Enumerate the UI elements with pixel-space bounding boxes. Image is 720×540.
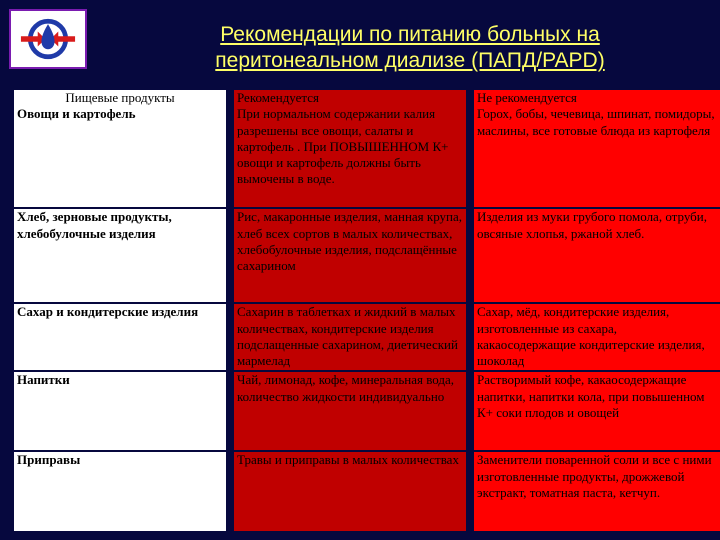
recommended-cell: Рис, макаронные изделия, манная крупа, хлеб всех сортов в малых количествах, хлебобулочные изделия, подслащённые сахарином [230,208,470,303]
table-row [14,106,720,208]
table-row [14,303,720,371]
not-recommended-cell: Сахар, мёд, кондитерские изделия, изготовленные из сахара, какаосодержащие кондитерские изделия, шоколад [470,303,720,371]
table-row [14,451,720,531]
recommended-cell: При нормальном содержании калия разрешены все овощи, салаты и картофель . При ПОВЫШЕННОМ К+ овощи и картофель должны быть вымочены в воде. [230,106,470,208]
header-products: Пищевые продукты [14,90,230,106]
product-cell: Хлеб, зерновые продукты, хлебобулочные изделия [14,208,230,303]
recommended-cell: Чай, лимонад, кофе, минеральная вода, количество жидкости индивидуально [230,371,470,451]
page-title: Рекомендации по питанию больных на перитонеальном диализе (ПАПД/PAPD) [215,23,605,72]
header-not-recommended: Не рекомендуется [470,90,720,106]
recommended-cell: Сахарин в таблетках и жидкий в малых количествах, кондитерские изделия подслащенные сахарином, диетический мармелад [230,303,470,371]
recommended-cell: Травы и приправы в малых количествах [230,451,470,531]
header-recommended: Рекомендуется [230,90,470,106]
table-row [14,208,720,303]
not-recommended-cell: Растворимый кофе, какаосодержащие напитки, напитки кола, при повышенном К+ соки плодов и овощей [470,371,720,451]
product-cell: Приправы [14,451,230,531]
product-cell: Сахар и кондитерские изделия [14,303,230,371]
not-recommended-cell: Горох, бобы, чечевица, шпинат, помидоры, маслины, все готовые блюда из картофеля [470,106,720,208]
not-recommended-cell: Изделия из муки грубого помола, отруби, овсяные хлопья, ржаной хлеб. [470,208,720,303]
table-header-row [14,90,720,106]
product-cell: Напитки [14,371,230,451]
logo [9,9,87,69]
nutrition-table [14,90,720,531]
table-row [14,371,720,451]
not-recommended-cell: Заменители поваренной соли и все с ними изготовленные продукты, дрожжевой экстракт, томатная паста, кетчуп. [470,451,720,531]
dialysis-logo-icon [11,11,85,67]
product-cell: Овощи и картофель [14,106,230,208]
